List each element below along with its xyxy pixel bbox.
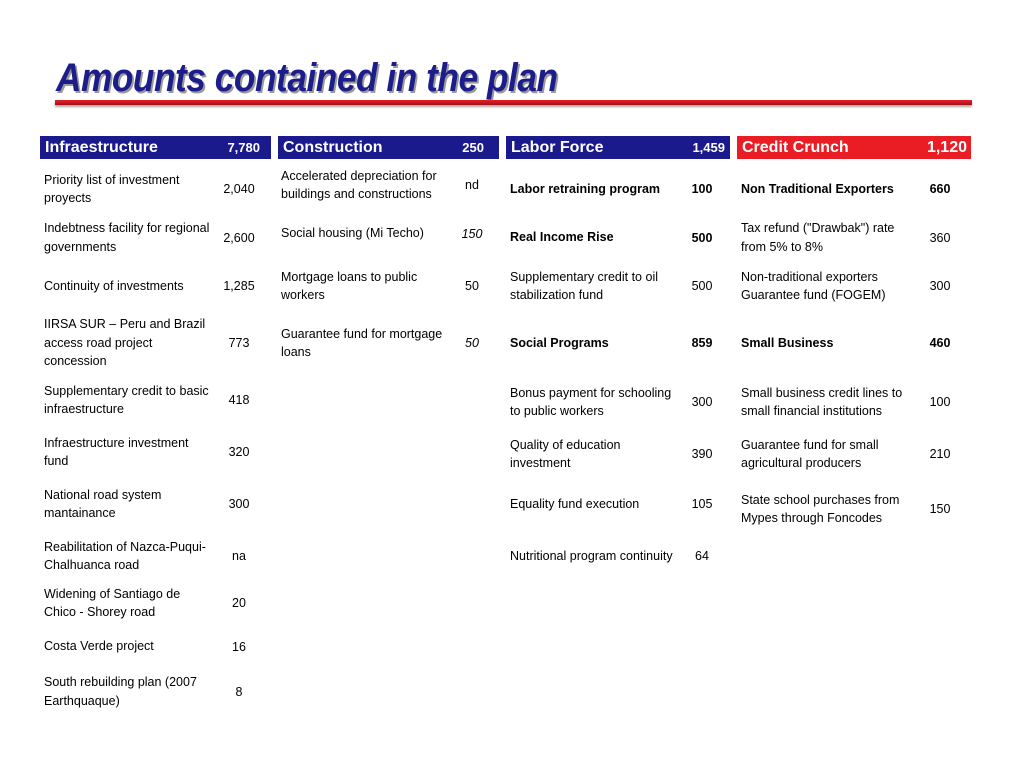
item-value: 300: [228, 497, 250, 511]
table-row: [506, 163, 730, 215]
item-label: Tax refund ("Drawbak") rate from 5% to 8%: [741, 221, 895, 254]
item-value: 20: [232, 596, 246, 610]
item-value: 100: [929, 395, 951, 409]
table-row: [737, 215, 971, 260]
item-label: Small business credit lines to small financial institutions: [741, 385, 903, 418]
table-row: [40, 530, 266, 582]
item-value: na: [232, 549, 246, 563]
item-label: IIRSA SUR – Peru and Brazil access road project concession: [44, 317, 206, 369]
table-row: [506, 312, 730, 374]
table-row: [506, 374, 730, 430]
item-value: 500: [691, 279, 713, 293]
table-row: [506, 260, 730, 312]
item-label: Widening of Santiago de Chico - Shorey road: [44, 586, 181, 619]
panel-header: [737, 136, 971, 159]
item-label: Non Traditional Exporters: [741, 181, 894, 196]
table-row: [40, 478, 266, 530]
item-value: 460: [929, 336, 951, 350]
item-value: 210: [929, 447, 951, 461]
item-value: 8: [235, 684, 243, 699]
item-value: 2,600: [223, 230, 255, 245]
item-label: Supplementary credit to oil stabilization fund: [510, 269, 658, 302]
item-label: Guarantee fund for small agricultural producers: [741, 437, 879, 470]
item-value: 50: [465, 336, 479, 350]
table-row: [506, 530, 730, 582]
item-value: 418: [228, 393, 250, 407]
panel-title: Construction: [283, 138, 383, 156]
item-label: State school purchases from Mypes through Foncodes: [741, 492, 900, 525]
table-row: [737, 163, 971, 215]
item-value: 150: [461, 226, 483, 241]
item-label: Infraestructure investment fund: [44, 435, 189, 468]
item-label: Real Income Rise: [510, 230, 614, 245]
table-row: [737, 374, 971, 430]
table-row: [278, 159, 496, 211]
item-label: Social Programs: [510, 335, 609, 350]
panel-labor-force: [506, 136, 730, 563]
item-value: 150: [929, 502, 951, 516]
table-row: [278, 317, 496, 369]
item-value: 16: [232, 639, 246, 654]
panel-total: 7,780: [227, 140, 260, 155]
table-row: [40, 163, 266, 215]
item-value: 100: [691, 182, 713, 196]
item-label: Nutritional program continuity: [510, 548, 673, 563]
panel-total: 1,120: [926, 138, 967, 156]
item-label: Social housing (Mi Techo): [281, 226, 424, 241]
item-label: Supplementary credit to basic infraestructure: [44, 383, 209, 416]
item-value: 390: [691, 447, 713, 461]
table-row: [40, 312, 266, 374]
panel-header: [40, 136, 271, 159]
panel-title: Credit Crunch: [742, 138, 849, 156]
item-label: Reabilitation of Nazca-Puqui-Chalhuanca road: [44, 539, 206, 572]
panel-total: 1,459: [692, 140, 725, 155]
panel-infraestructure: [40, 136, 271, 708]
table-row: [506, 215, 730, 260]
item-label: Non-traditional exporters Guarantee fund (FOGEM): [741, 269, 886, 302]
table-row: [737, 312, 971, 374]
item-label: South rebuilding plan (2007 Earthquaque): [44, 675, 197, 708]
table-row: [40, 426, 266, 478]
item-value: 320: [228, 445, 250, 459]
item-value: 300: [691, 395, 713, 409]
item-label: Bonus payment for schooling to public workers: [510, 385, 672, 418]
title-divider: [55, 100, 972, 105]
item-value: 105: [691, 497, 713, 511]
item-value: 660: [929, 182, 951, 196]
page-title: Amounts contained in the plan: [56, 56, 558, 100]
table-row: [40, 215, 266, 260]
table-row: [40, 260, 266, 312]
item-value: 64: [695, 549, 709, 563]
item-value: nd: [465, 178, 479, 192]
item-label: Mortgage loans to public workers: [281, 269, 418, 302]
item-label: Labor retraining program: [510, 181, 661, 196]
item-value: 2,040: [223, 182, 255, 196]
item-label: Small Business: [741, 335, 834, 350]
item-label: Continuity of investments: [44, 278, 184, 293]
table-row: [506, 430, 730, 478]
item-value: 773: [228, 336, 250, 350]
table-row: [506, 478, 730, 530]
item-value: 300: [929, 279, 951, 293]
panel-construction: [278, 136, 499, 359]
item-label: Equality fund execution: [510, 496, 640, 511]
item-label: Indebtness facility for regional governments: [44, 221, 210, 254]
table-row: [278, 211, 496, 256]
item-label: Accelerated depreciation for buildings and constructions: [281, 168, 437, 201]
panel-credit-crunch: [737, 136, 971, 525]
panel-title: Labor Force: [511, 138, 604, 156]
item-label: Quality of education investment: [510, 437, 621, 470]
table-row: [278, 260, 496, 312]
item-value: 1,285: [223, 279, 255, 293]
item-label: National road system mantainance: [44, 487, 162, 520]
table-row: [737, 430, 971, 478]
table-row: [40, 669, 266, 714]
panel-header: [278, 136, 499, 159]
panel-title: Infraestructure: [45, 138, 158, 156]
item-label: Priority list of investment proyects: [44, 172, 180, 205]
table-row: [40, 374, 266, 426]
table-row: [737, 260, 971, 312]
table-row: [737, 478, 971, 540]
panel-total: 250: [462, 140, 484, 155]
table-row: [40, 624, 266, 669]
item-label: Costa Verde project: [44, 639, 154, 654]
table-row: [40, 582, 266, 624]
panel-header: [506, 136, 730, 159]
item-value: 859: [691, 336, 713, 350]
item-label: Guarantee fund for mortgage loans: [281, 326, 443, 359]
item-value: 360: [929, 230, 951, 245]
item-value: 50: [465, 279, 479, 293]
item-value: 500: [691, 230, 713, 245]
